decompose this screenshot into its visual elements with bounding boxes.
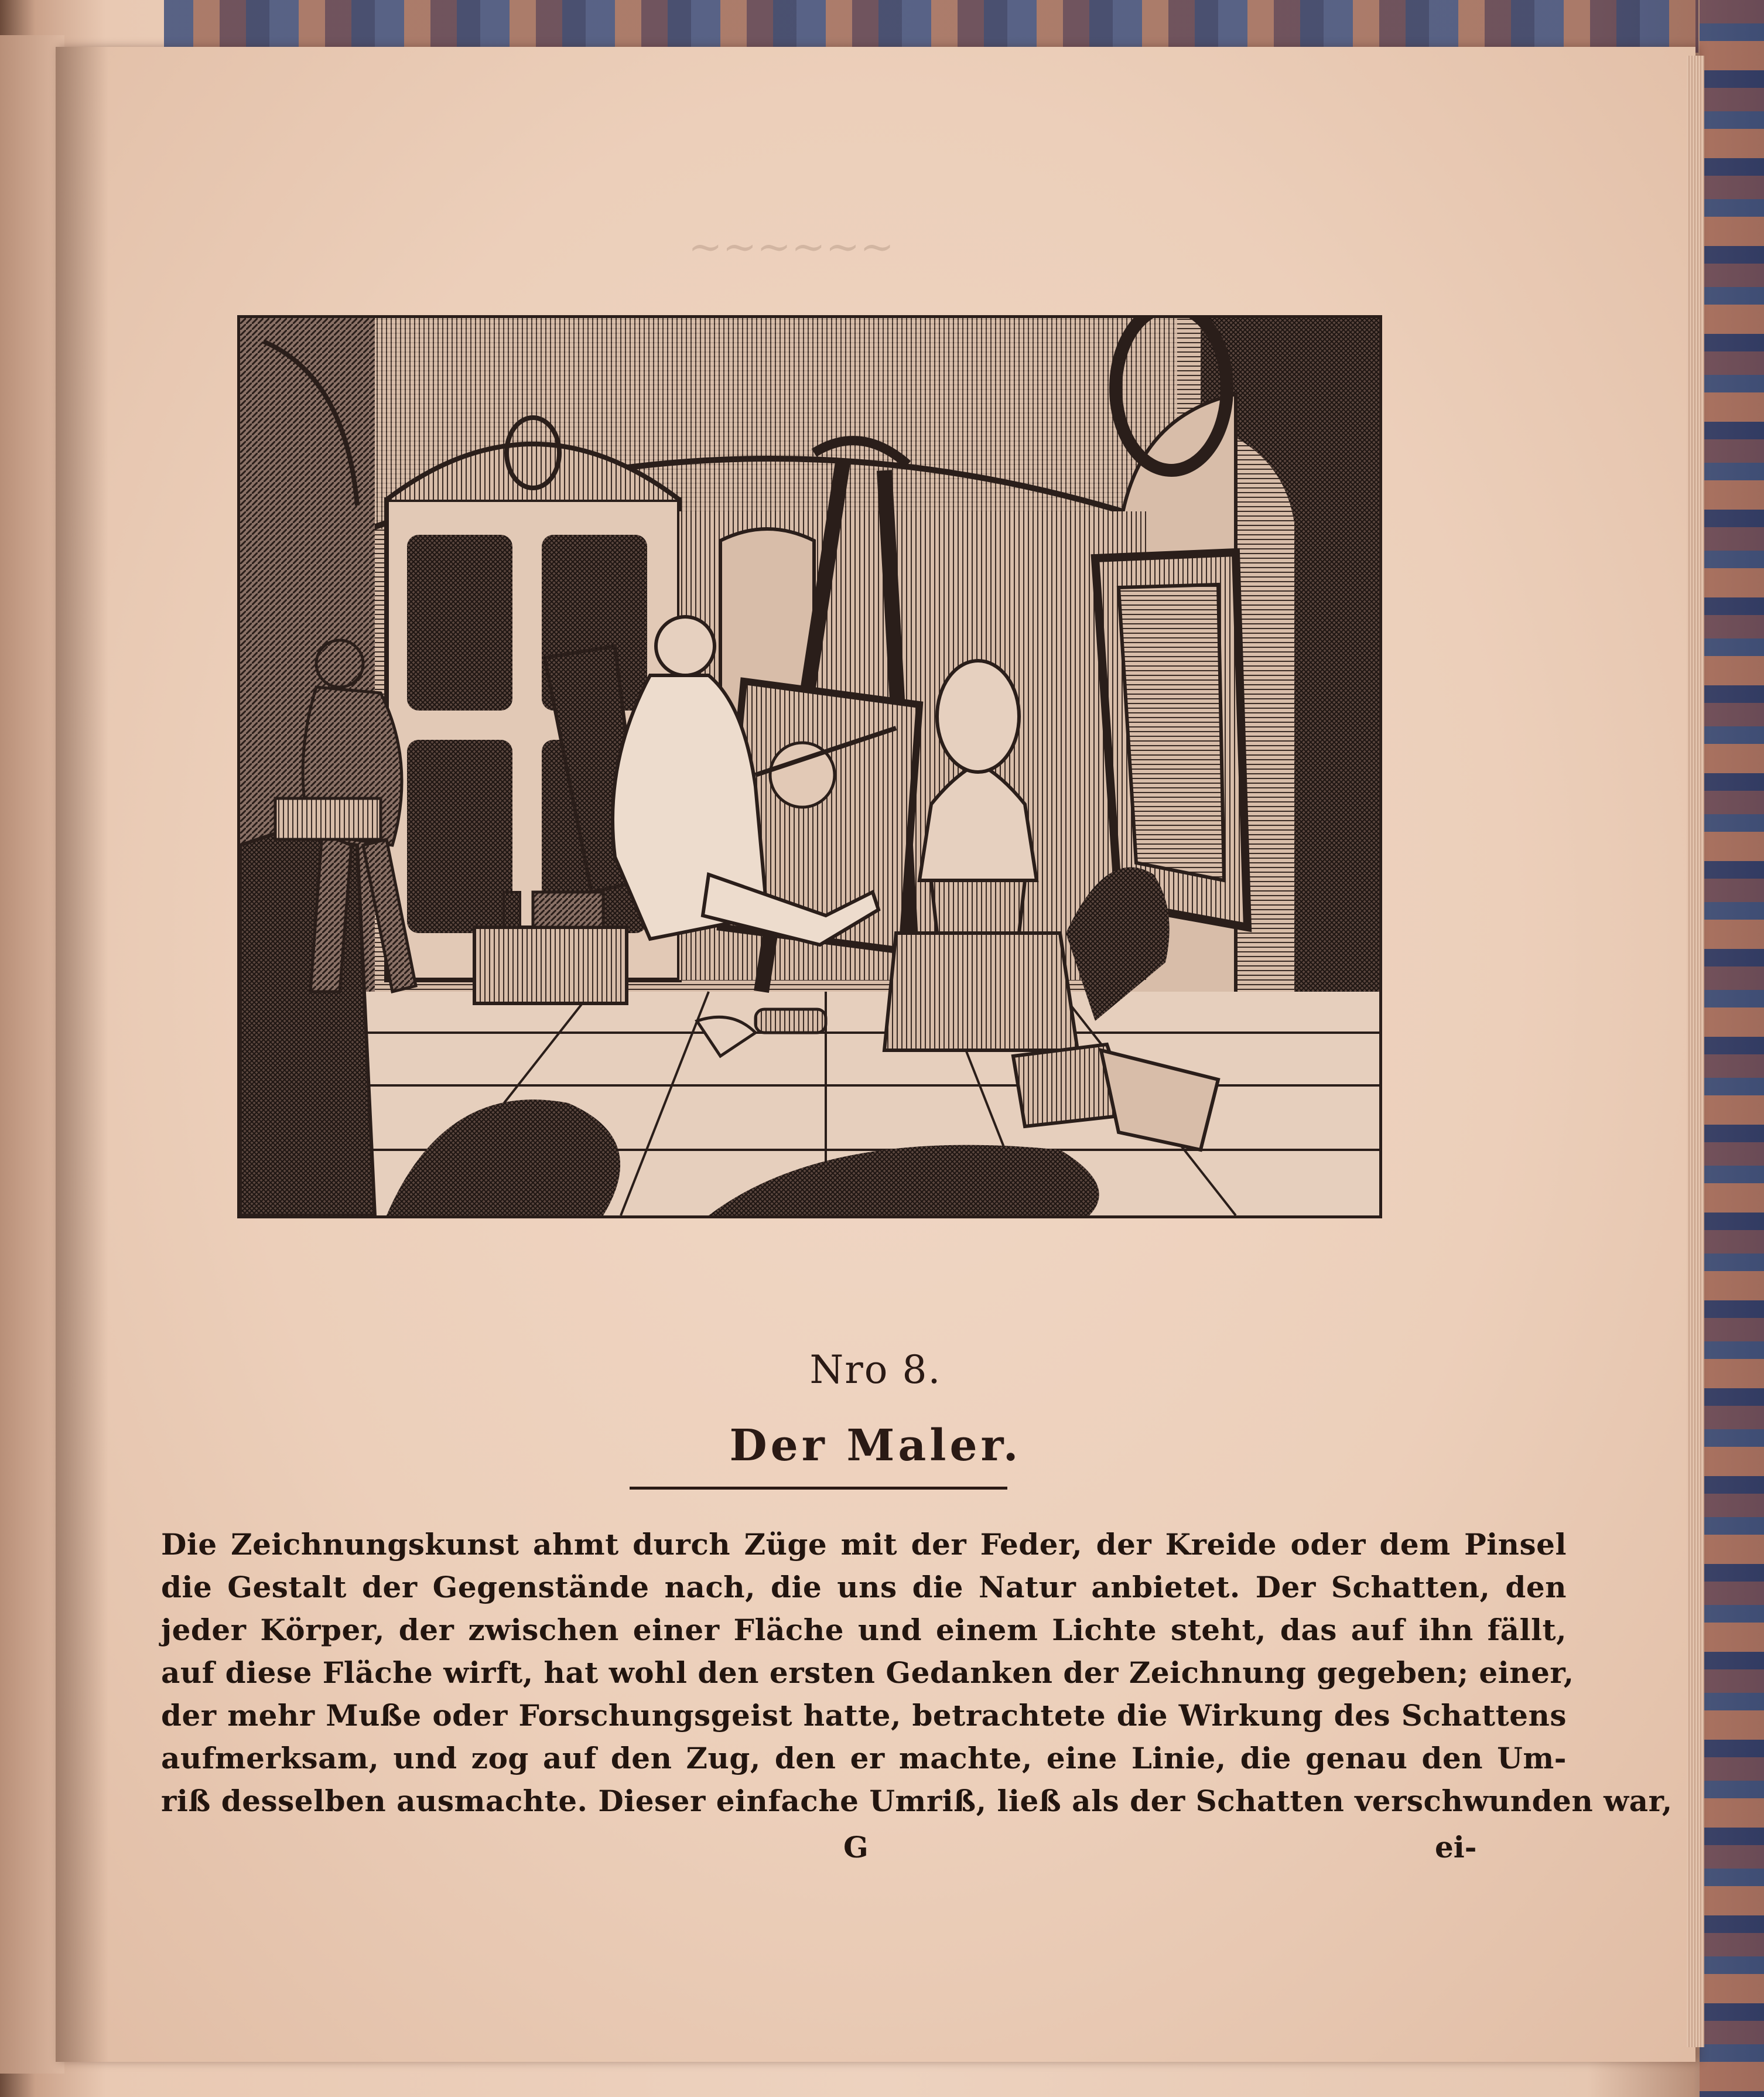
leaning-board — [240, 834, 375, 1215]
book-on-box — [533, 892, 603, 927]
text-line: riß desselben ausmachte. Dieser einfache Umriß, ließ als der Schatten verschwunden war, — [161, 1784, 1673, 1818]
text-line: der mehr Muße oder Forschungsgeist hatte, betrachtete die Wirkung des Schattens — [161, 1698, 1567, 1733]
body-text — [161, 1523, 1673, 1822]
gutter-shadow — [56, 47, 108, 2062]
marbled-cover-top — [164, 0, 1698, 53]
text-line: die Gestalt der Gegenstände nach, die uns die Natur anbietet. Der Schatten, den — [161, 1570, 1567, 1604]
text-line: auf diese Fläche wirft, hat wohl den ersten Gedanken der Zeichnung gegeben; einer, — [161, 1655, 1574, 1690]
chapter-title: Der Maler. — [729, 1420, 1022, 1471]
paint-box — [474, 927, 627, 1003]
page-edges — [1687, 56, 1704, 2047]
rolled-scroll — [755, 1009, 826, 1033]
engraving-illustration — [237, 315, 1382, 1218]
text-line: jeder Körper, der zwischen einer Fläche und einem Lichte steht, das auf ihn fällt, — [161, 1613, 1567, 1647]
chapter-number: Nro 8. — [809, 1347, 942, 1392]
jar — [504, 892, 520, 927]
title-rule — [630, 1487, 1007, 1490]
signature-mark: G — [843, 1830, 869, 1864]
left-page-edge — [0, 35, 64, 2074]
frame-inner — [1119, 585, 1224, 880]
text-line: Die Zeichnungskunst ahmt durch Züge mit der Feder, der Kreide oder dem Pinsel — [161, 1527, 1567, 1562]
text-line: aufmerksam, und zog auf den Zug, den er machte, eine Linie, die genau den Um- — [161, 1741, 1567, 1775]
studio-scene — [240, 318, 1379, 1215]
cabinet-panel — [407, 740, 512, 933]
marbled-cover-edge — [1700, 0, 1764, 2097]
show-through-text: ~~~~~~ — [688, 223, 894, 271]
catchword: ei- — [1435, 1830, 1477, 1864]
cabinet-panel — [407, 535, 512, 711]
